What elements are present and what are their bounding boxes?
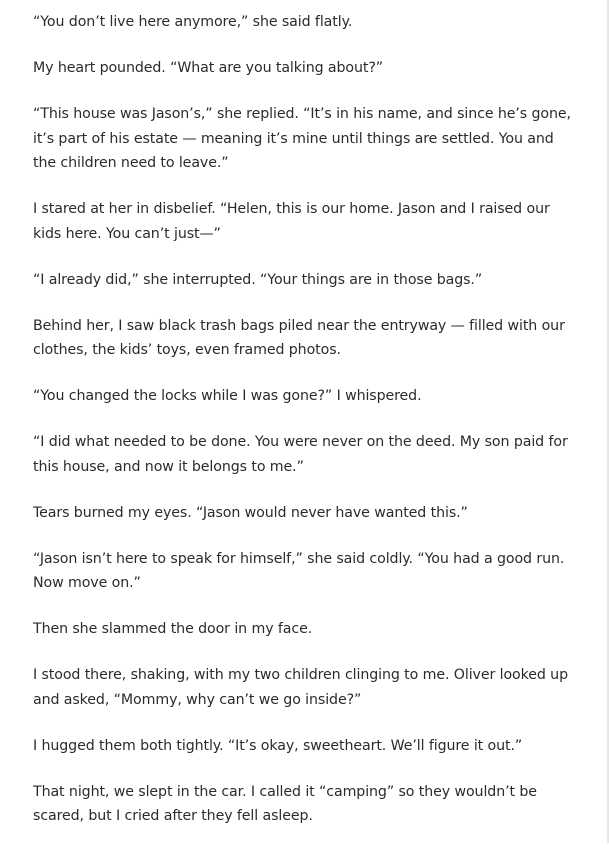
paragraph: “I did what needed to be done. You were never on the deed. My son paid for this house, and now it belongs to me.” (33, 434, 568, 475)
paragraph: “I already did,” she interrupted. “Your things are in those bags.” (33, 271, 483, 288)
paragraph: “You changed the locks while I was gone?” I whispered. (33, 388, 422, 404)
article-body (33, 10, 578, 850)
paragraph: I stared at her in disbelief. “Helen, this is our home. Jason and I raised our kids here. You can’t just—” (33, 201, 550, 242)
paragraph: Then she slammed the door in my face. (33, 621, 313, 637)
paragraph: My heart pounded. “What are you talking about?” (33, 60, 384, 76)
paragraph: I hugged them both tightly. “It’s okay, sweetheart. We’ll figure it out.” (33, 737, 523, 754)
paragraph: “Jason isn’t here to speak for himself,” she said coldly. “You had a good run. Now move on.” (33, 550, 565, 591)
paragraph: I stood there, shaking, with my two children clinging to me. Oliver looked up and asked, “Mommy, why can’t we go inside?” (33, 667, 568, 708)
paragraph: Behind her, I saw black trash bags piled near the entryway — filled with our clothes, the kids’ toys, even framed photos. (33, 317, 565, 358)
paragraph: Tears burned my eyes. “Jason would never have wanted this.” (33, 504, 468, 521)
paragraph: That night, we slept in the car. I called it “camping” so they wouldn’t be scared, but I cried after they fell asleep. (33, 783, 537, 824)
paragraph: “This house was Jason’s,” she replied. “It’s in his name, and since he’s gone, it’s part of his estate — meaning it’s mine until things are settled. You and the children need to leave.” (33, 106, 571, 171)
paragraph: “You don’t live here anymore,” she said flatly. (33, 14, 353, 30)
